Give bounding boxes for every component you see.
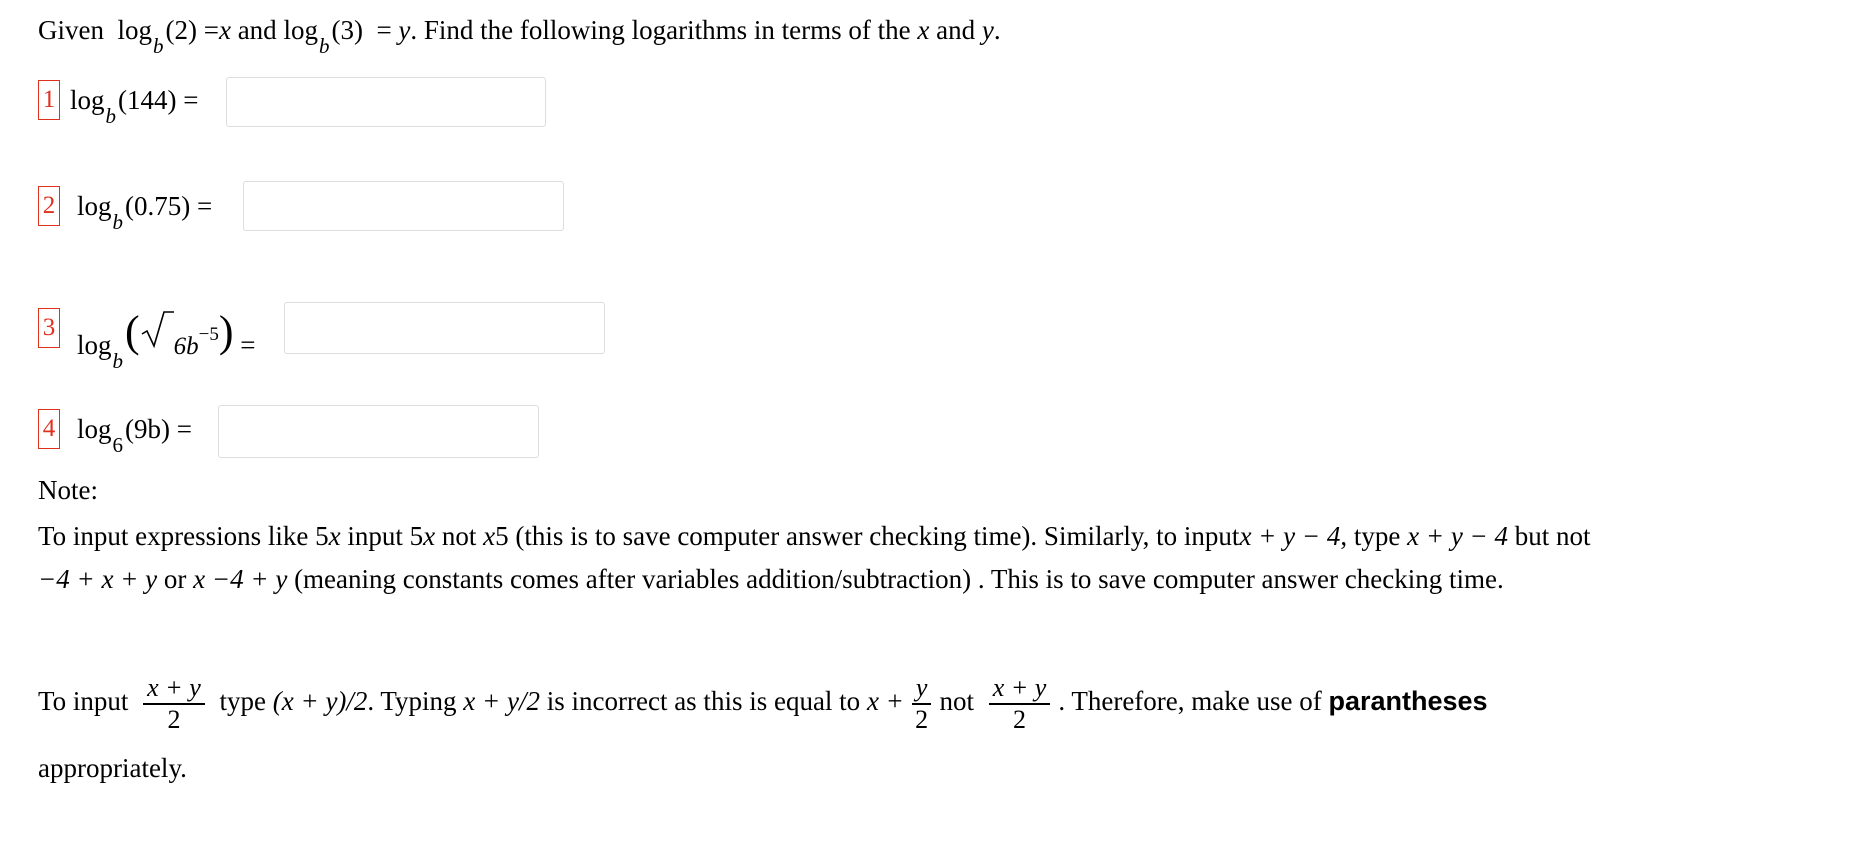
question-3-expression [77, 302, 256, 373]
var-x: x [483, 521, 496, 551]
note-paragraph-3 [38, 664, 1488, 738]
note-text: type [219, 686, 266, 716]
var-y: y [981, 15, 994, 45]
question-number-4: 4 [38, 409, 60, 449]
log-base: b [153, 34, 164, 58]
expression: −4 + x + y [38, 564, 158, 594]
problem-statement [38, 14, 1001, 58]
log-base: b [318, 34, 330, 58]
note-text: but not [1508, 521, 1591, 551]
note-paragraph-1 [38, 520, 1591, 552]
equals: = [176, 414, 192, 444]
period: . [993, 15, 1001, 45]
note-text: or [157, 564, 194, 594]
equals: = [203, 15, 219, 45]
equals: = [376, 15, 392, 45]
note-text: To input expressions like 5 [38, 521, 329, 551]
note-paragraph-2 [38, 563, 1504, 595]
note-text: 5 (this is to save computer answer checking time). Similarly, to input [495, 521, 1240, 551]
log-arg: (9b) [125, 414, 170, 444]
answer-input-4[interactable] [218, 405, 539, 458]
expression: x + y − 4 [1407, 521, 1509, 551]
fraction-numerator: y [915, 673, 928, 703]
log-arg: (2) [165, 15, 197, 45]
var-x: x [328, 521, 341, 551]
equals: = [240, 330, 256, 360]
bold-emphasis: parantheses [1328, 686, 1488, 716]
answer-input-2[interactable] [243, 181, 564, 231]
equals: = [183, 85, 199, 115]
log-text: log [70, 85, 105, 115]
log-arg: (3) [331, 15, 363, 45]
and-text: and [237, 15, 277, 45]
note-text: To input [38, 686, 129, 716]
expression: x −4 + y [193, 564, 288, 594]
note-text: not [435, 521, 484, 551]
log-arg: (144) [118, 85, 177, 115]
note-title: Note: [38, 475, 98, 505]
fraction-x-plus-y-over-2 [989, 673, 1051, 735]
equals: = [197, 191, 213, 221]
fraction-denominator: 2 [1013, 704, 1027, 734]
log-base: b [112, 349, 124, 373]
sqrt-symbol [140, 310, 174, 350]
close-paren: ) [218, 307, 234, 356]
question-number-3: 3 [38, 308, 60, 348]
note-text: is incorrect as this is equal to [546, 686, 861, 716]
note-text: . Therefore, make use of [1058, 686, 1322, 716]
expression: x + y/2 [463, 686, 540, 716]
radicand: 6b [173, 333, 199, 360]
var-x: x [917, 15, 930, 45]
var-x: x [423, 521, 436, 551]
log-text: log [77, 330, 112, 360]
log-text: log [77, 414, 112, 444]
instruction-text: . Find the following logarithms in terms of the [410, 15, 911, 45]
log-arg: (0.75) [125, 191, 191, 221]
question-4-expression [77, 413, 192, 457]
log-text: log [117, 15, 152, 45]
expression: x + y − 4 [1239, 521, 1341, 551]
question-number-2: 2 [38, 186, 60, 226]
note-paragraph-4: appropriately. [38, 753, 187, 783]
fraction-y-over-2 [912, 673, 932, 735]
note-text: , type [1340, 521, 1408, 551]
fraction-x-plus-y-over-2 [143, 673, 205, 735]
exponent: −5 [198, 324, 219, 345]
fraction-numerator: x + y [992, 673, 1047, 703]
question-2-expression [77, 190, 213, 234]
log-text: log [283, 15, 318, 45]
and-text: and [936, 15, 976, 45]
note-text: not [939, 686, 974, 716]
fraction-denominator: 2 [167, 704, 181, 734]
fraction-numerator: x + y [147, 673, 201, 703]
note-text: (meaning constants comes after variables addition/subtraction) . This is to save computer answer checking time. [287, 564, 1504, 594]
log-text: log [77, 191, 112, 221]
expression: (x + y)/2 [272, 686, 368, 716]
expression: x + [866, 686, 904, 716]
given-label: Given [38, 15, 104, 45]
log-base: b [112, 210, 124, 234]
answer-input-3[interactable] [284, 302, 605, 354]
fraction-denominator: 2 [915, 704, 929, 734]
log-base: b [105, 104, 117, 128]
log-base: 6 [112, 433, 124, 457]
answer-input-1[interactable] [226, 77, 546, 127]
var-x: x [218, 15, 231, 45]
question-1-expression [70, 84, 199, 128]
open-paren: ( [125, 307, 140, 356]
note-text: . Typing [367, 686, 457, 716]
question-number-1: 1 [38, 80, 60, 120]
note-text: input 5 [340, 521, 424, 551]
var-y: y [398, 15, 411, 45]
